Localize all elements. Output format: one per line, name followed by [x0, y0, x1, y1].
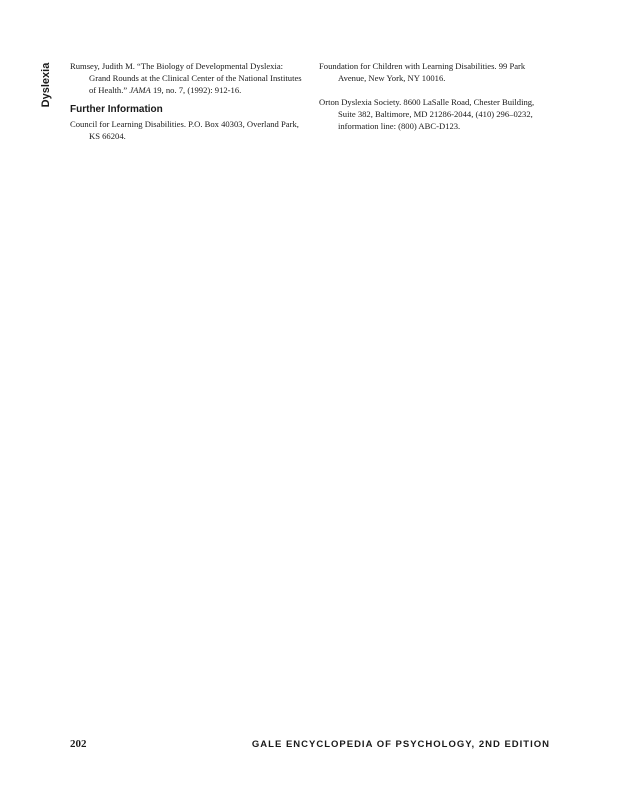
reference-entry	[70, 60, 306, 96]
publication-title: GALE ENCYCLOPEDIA OF PSYCHOLOGY, 2ND EDITION	[251, 739, 550, 750]
section-heading: Further Information	[70, 104, 163, 115]
journal-title: JAMA	[129, 85, 151, 95]
reference-details: 19, no. 7, (1992): 912-16.	[150, 85, 242, 95]
page-number: 202	[70, 738, 87, 750]
organization-entry: Orton Dyslexia Society. 8600 LaSalle Road, Chester Building, Suite 382, Baltimore, MD 21286-2044, (410) 296–0232, information line: (800) ABC-D123.	[319, 97, 535, 131]
organization-entry: Foundation for Children with Learning Disabilities. 99 Park Avenue, New York, NY 10016.	[319, 61, 526, 83]
side-tab	[34, 62, 58, 108]
page-footer	[70, 738, 550, 752]
reference-text: Rumsey, Judith M. “The Biology of Developmental Dyslexia: Grand Rounds at the Clinical Center of the National Institutes of Health.”	[70, 61, 302, 95]
left-column	[70, 60, 306, 142]
side-tab-label: Dyslexia	[40, 62, 52, 108]
right-column	[319, 60, 551, 132]
organization-entry: Council for Learning Disabilities. P.O. Box 40303, Overland Park, KS 66204.	[70, 119, 299, 141]
